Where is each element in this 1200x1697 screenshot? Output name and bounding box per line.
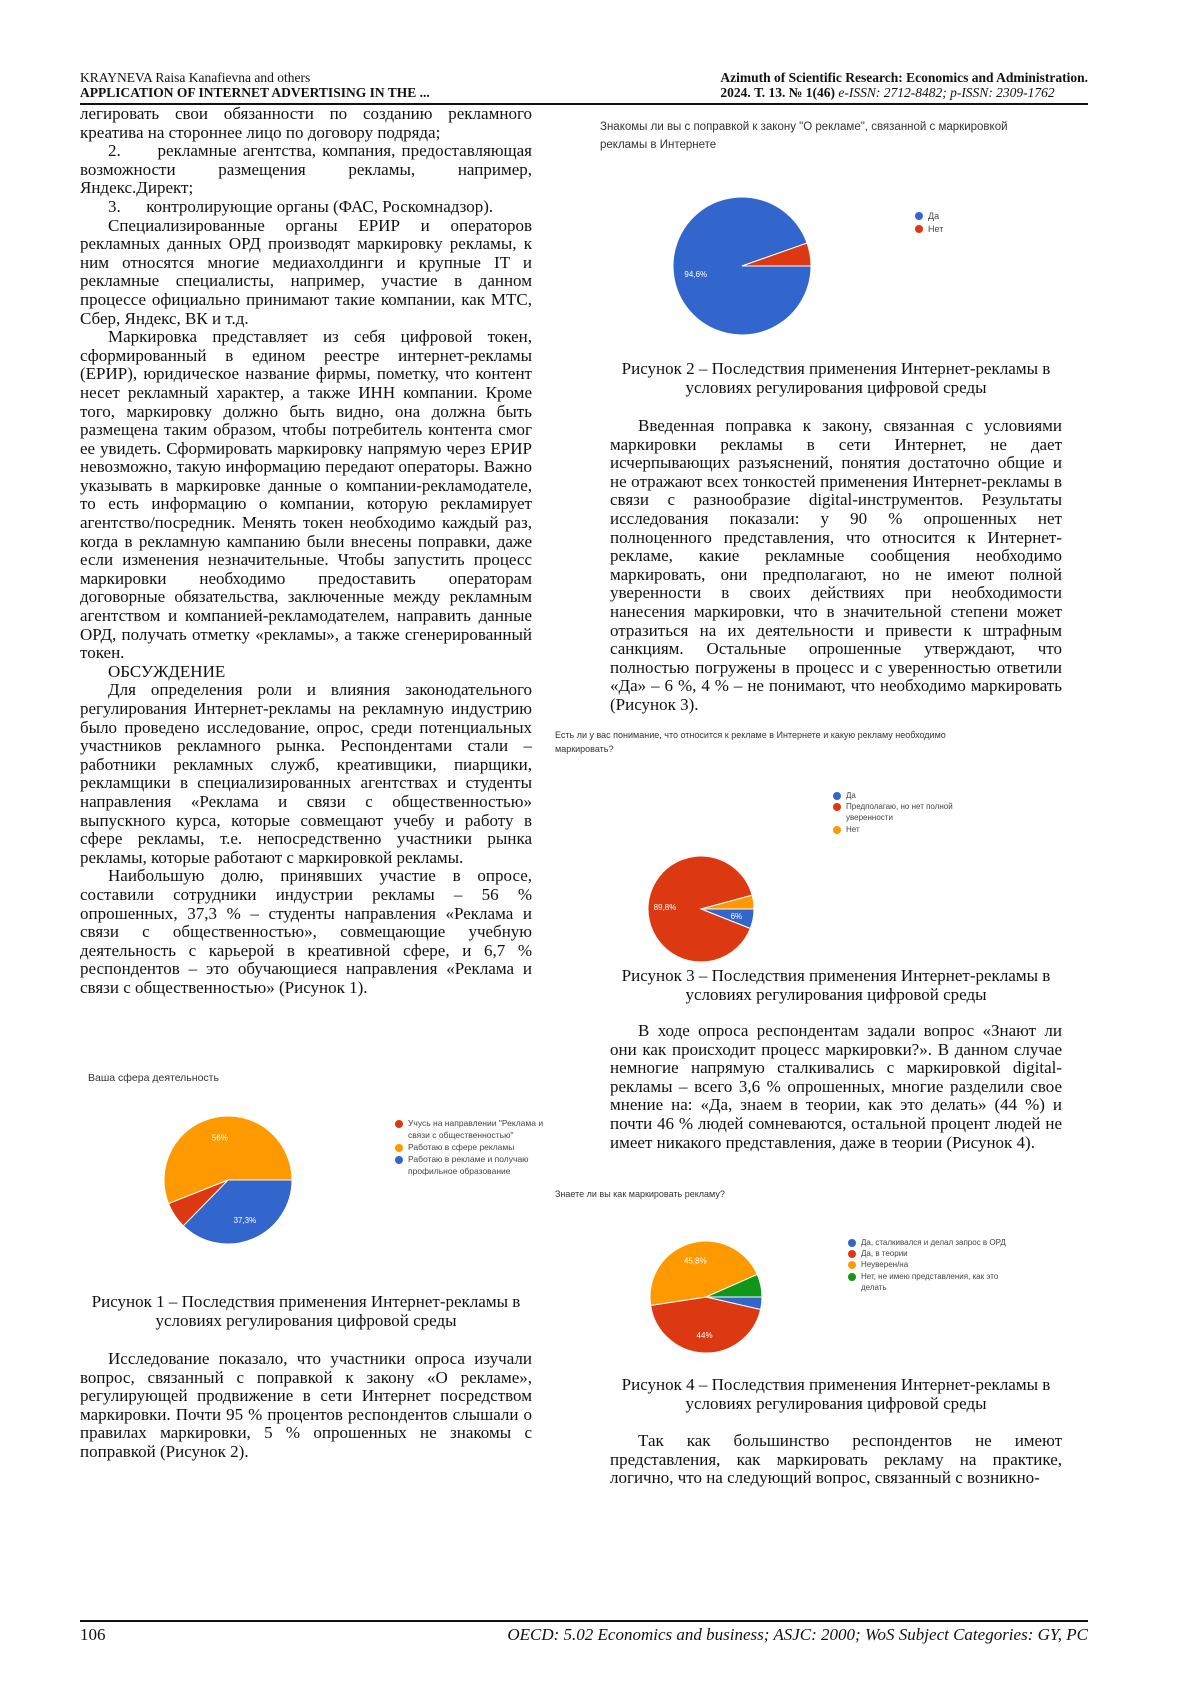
running-header-left (80, 70, 430, 100)
legend-label: Да, сталкивался и делал запрос в ОРД (861, 1238, 1006, 1247)
header-issue: 2024. Т. 13. № 1(46) (720, 85, 835, 100)
legend-swatch-icon (833, 826, 841, 834)
legend-item (848, 1259, 1008, 1270)
pie-slice (651, 1297, 761, 1353)
header-issn: e-ISSN: 2712-8482; p-ISSN: 2309-1762 (834, 85, 1055, 100)
left-column-text-bottom (80, 1350, 532, 1462)
chart-legend (395, 1118, 545, 1178)
paragraph: Наибольшую долю, принявших участие в опросе, составили сотрудники индустрии рекламы – 56 % опрошенных, 37,3 % – студенты направления «Реклама и связи с общественностью», совмещающие учебную деятельность с карьерой в креативной сфере, и 6,7 % респондентов – это обучающиеся направления «Реклама и связи с общественностью» (Рисунок 1). (80, 866, 532, 997)
paragraph: Маркировка представляет из себя цифровой токен, сформированный в едином реестре интернет-рекламы (ЕРИР), юридическое название фирмы, пометку, что контент несет рекламный характер, а также ИНН компании. Кроме того, маркировку должно быть видно, она должна быть размещена таким образом, чтобы потребитель контента смог ее увидеть. Сформировать маркировку напрямую через ЕРИР невозможно, такую информацию передают операторы. Важно указывать в маркировке данные о компании-рекламодателе, то есть информацию о компании, которую рекламирует агентство/посредник. Менять токен необходимо каждый раз, когда в рекламную кампанию были внесены поправки, даже если изменения незначительные. Чтобы запустить процесс маркировки необходимо предоставить операторам договорные обязательства, заключенные между рекламным агентством и компанией-рекламодателем, направить данные ОРД, получать отметку «рекламы», а также сгенерированный токен. (80, 327, 532, 663)
paragraph: Исследование показало, что участники опроса изучали вопрос, связанный с поправкой к закону «О рекламе», регулирующей продвижение в сети Интернет посредством маркировки. Почти 95 % процентов респондентов слышали о правилах маркировки, 5 % опрошенных не знакомы с поправкой (Рисунок 2). (80, 1349, 532, 1461)
legend-label: Да (846, 791, 856, 800)
legend-swatch-icon (915, 225, 923, 233)
legend-label: Нет (928, 223, 944, 234)
paragraph: В ходе опроса респондентам задали вопрос «Знают ли они как происходит процесс маркировки?». В данном случае немногие напрямую сталкивались с маркировкой digital-рекламы – всего 3,6 % опрошенных, многие разделили свое мнение на: «Да, знаем в теории, как это делать» (44 %) и почти 46 % людей сомневаются, остальной процент людей не имеет никакого представления, даже в теории (Рисунок 4). (610, 1021, 1062, 1152)
paragraph: Введенная поправка к закону, связанная с условиями маркировки рекламы в сети Интернет, не дает исчерпывающих разъяснений, понятия достаточно общие и не отражают всех тонкостей применения Интернет-рекламы в связи с разнообразие digital-инструментов. Результаты исследования показали: у 90 % опрошенных нет полноценного представления, что относится к Интернет-рекламе, какие рекламные сообщения необходимо маркировать, они предполагают, но не имеют полной уверенности в своих действиях при необходимости нанесения маркировки, что в значительной степени может отразиться на их деятельности и привести к штрафным санкциям. Остальные опрошенные утверждают, что полностью погружены в процесс и с уверенностью ответили «Да» – 6 %, 4 % – не понимают, что необходимо маркировать (Рисунок 3). (610, 416, 1062, 714)
figure-3-pie-chart (555, 730, 1065, 980)
legend-swatch-icon (848, 1261, 856, 1269)
legend-swatch-icon (915, 212, 923, 220)
legend-swatch-icon (395, 1156, 403, 1164)
legend-label: Работаю в сфере рекламы (408, 1141, 515, 1152)
legend-label: Да (928, 211, 940, 221)
section-heading: ОБСУЖДЕНИЕ (108, 661, 226, 681)
legend-item (395, 1118, 545, 1142)
right-column-text (610, 1022, 1062, 1152)
legend-swatch-icon (395, 1120, 403, 1128)
pie (605, 1256, 713, 1341)
legend-item (833, 824, 963, 835)
pie (608, 120, 708, 279)
legend-swatch-icon (395, 1144, 403, 1152)
footer-classification: OECD: 5.02 Economics and business; ASJC: 2000; WoS Subject Categories: GY, PC (507, 1625, 1088, 1644)
legend-item (915, 210, 1015, 223)
legend-swatch-icon (848, 1239, 856, 1247)
legend-swatch-icon (848, 1250, 856, 1258)
legend-item (915, 223, 1015, 236)
chart-legend (848, 1237, 1008, 1293)
legend-label: Учусь на направлении "Реклама и связи с общественностью" (408, 1118, 544, 1140)
running-header-right (720, 70, 1088, 100)
page-number: 106 (80, 1625, 106, 1644)
slice-label: 45,8% (684, 1256, 707, 1266)
footer-rule (80, 1620, 1088, 1622)
figure-4-caption: Рисунок 4 – Последствия применения Интернет-рекламы в условиях регулирования цифровой среды (621, 1375, 1051, 1413)
pie (605, 790, 743, 921)
paragraph: Так как большинство респондентов не имеют представления, как маркировать рекламу на практике, логично, что на следующий вопрос, связанный с возникно- (610, 1431, 1062, 1488)
header-authors: KRAYNEVA Raisa Kanafievna and others (80, 70, 311, 85)
legend-item (848, 1271, 1008, 1293)
legend-swatch-icon (833, 803, 841, 811)
chart-title: Знаете ли вы как маркировать рекламу? (555, 1189, 725, 1199)
legend-swatch-icon (848, 1273, 856, 1281)
chart-title: Знакомы ли вы с поправкой к закону "О рекламе", связанной с маркировкой рекламы в Интернете (600, 121, 1008, 152)
paragraph: легировать свои обязанности по созданию рекламного креатива на стороннее лицо по договору подряда; (80, 104, 532, 142)
legend-label: Работаю в рекламе и получаю профильное образование (408, 1153, 529, 1176)
legend-item (833, 790, 963, 801)
figure-2-caption: Рисунок 2 – Последствия применения Интернет-рекламы в условиях регулирования цифровой среды (621, 359, 1051, 397)
legend-label: Неуверен/на (861, 1260, 909, 1270)
slice-label: 37,3% (233, 1216, 257, 1226)
chart-legend (833, 790, 963, 835)
slice-label: 89,8% (653, 902, 677, 912)
header-journal: Azimuth of Scientific Research: Economics and Administration. (720, 70, 1088, 85)
paragraph: Для определения роли и влияния законодательного регулирования Интернет-рекламы на рекламную индустрию было проведено исследование, опрос, среди потенциальных участников рекламного рынка. Респондентами стали – работники рекламных служб, креативщики, пиарщики, рекламщики в специализированных агентствах и студенты направления «Реклама и связи с общественностью» выпускного курса, которые совмещают учебу и работу в сфере рекламы, т.е. непосредственно участники рынка рекламы, которые работают с маркировкой рекламы. (80, 680, 532, 867)
list-item: 2. рекламные агентства, компания, предоставляющая возможности размещения рекламы, например, Яндекс.Директ; (80, 141, 532, 198)
legend-item (395, 1142, 545, 1154)
legend-label: Предполагаю, но нет полной уверенности (846, 802, 953, 823)
paragraph: Специализированные органы ЕРИР и операторов рекламных данных ОРД производят маркировку рекламы, к ним относятся многие медиахолдинги и крупные IT и рекламные специалисты, например, участие в данном процессе официально принимают такие компании, как МТС, Сбер, Яндекс, ВК и т.д. (80, 215, 532, 328)
header-article-title: APPLICATION OF INTERNET ADVERTISING IN THE ... (80, 85, 430, 100)
chart-legend (915, 210, 1015, 235)
legend-label: Нет, не имею представления, как это делать (861, 1271, 999, 1292)
figure-1-pie-chart (80, 1060, 544, 1280)
legend-label: Да, в теории (861, 1249, 908, 1259)
figure-2-pie-chart (600, 120, 1068, 350)
slice-label: 56% (211, 1133, 228, 1143)
figure-3-caption: Рисунок 3 – Последствия применения Интернет-рекламы в условиях регулирования цифровой среды (621, 966, 1051, 1004)
slice-label: 44% (696, 1331, 713, 1341)
legend-label: Нет (846, 824, 860, 834)
list-item: 3. контролирующие органы (ФАС, Роскомнадзор). (108, 196, 494, 216)
left-column-text (80, 105, 532, 998)
figure-1-caption: Рисунок 1 – Последствия применения Интернет-рекламы в условиях регулирования цифровой среды (91, 1292, 521, 1330)
slice-label: 6% (730, 911, 743, 921)
legend-item (848, 1237, 1008, 1248)
legend-item (833, 801, 963, 823)
chart-title: Ваша сфера деятельность (88, 1072, 219, 1084)
right-column-text (610, 417, 1062, 715)
slice-label: 94,6% (684, 269, 708, 279)
legend-item (848, 1248, 1008, 1259)
legend-item (395, 1154, 545, 1178)
legend-swatch-icon (833, 792, 841, 800)
chart-title: Есть ли у вас понимание, что относится к рекламе в Интернете и какую рекламу необходимо маркировать? (555, 730, 946, 755)
right-column-text (610, 1432, 1062, 1488)
